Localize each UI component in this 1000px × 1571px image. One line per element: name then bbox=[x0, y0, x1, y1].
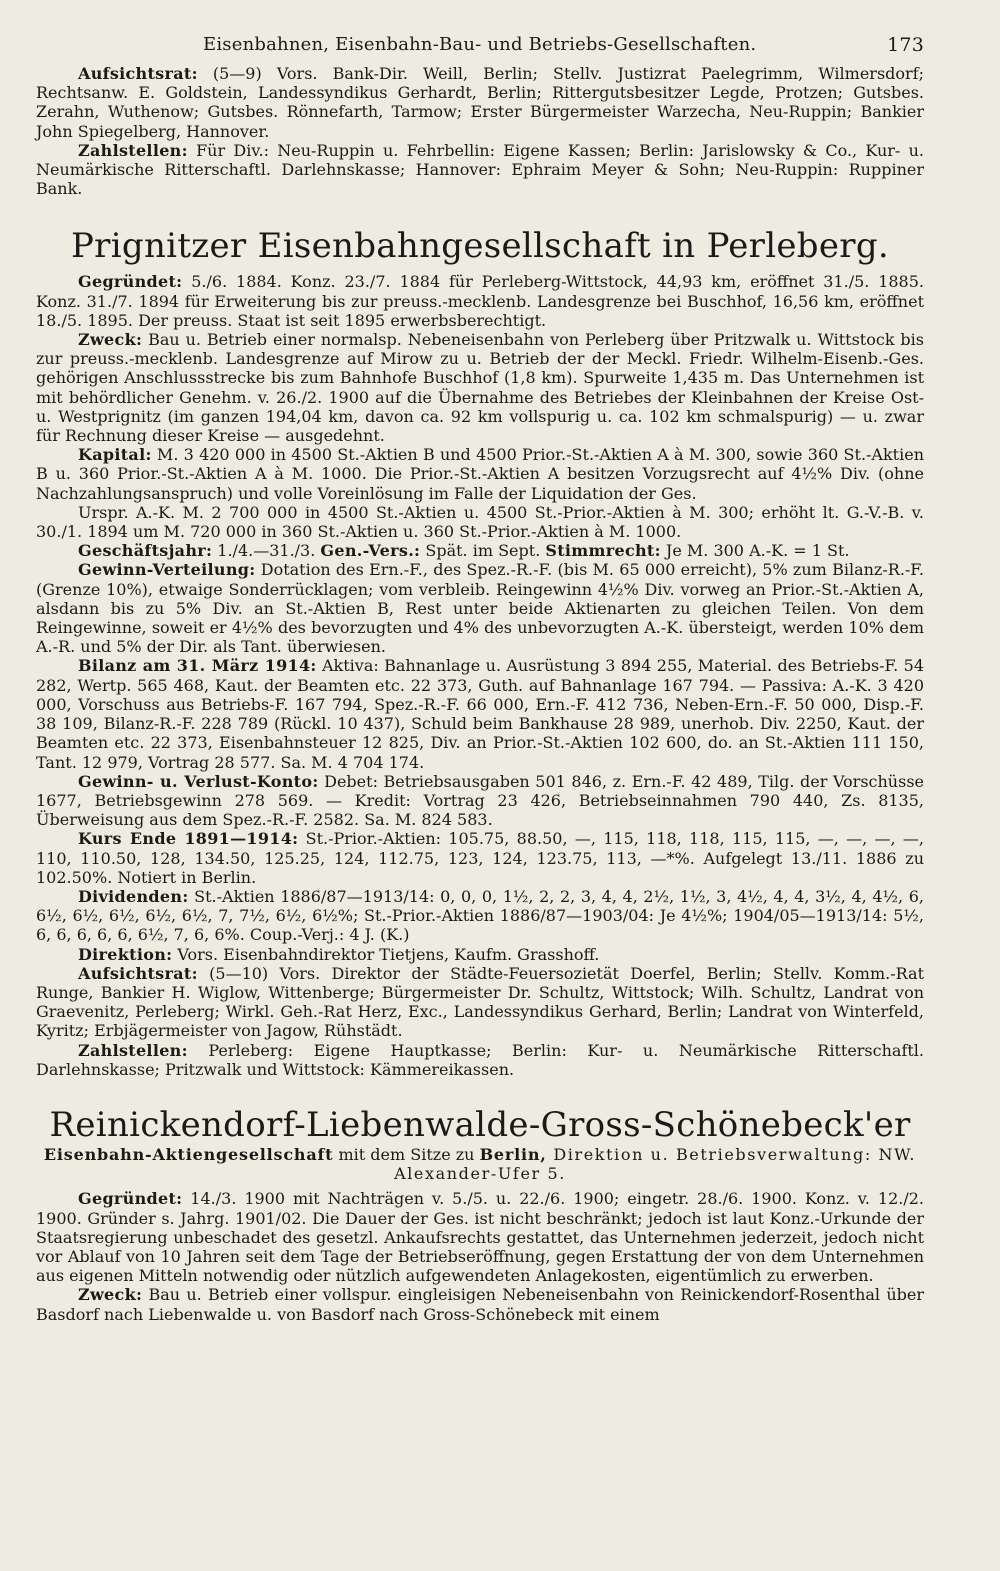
paragraph-gegruendet-2 bbox=[36, 1189, 924, 1285]
paragraph-zweck bbox=[36, 330, 924, 445]
paragraph-label: Kurs Ende 1891—1914: bbox=[78, 829, 299, 849]
subtitle-mid: mit dem Sitze zu bbox=[333, 1144, 480, 1164]
paragraph-label: Aufsichtsrat: bbox=[78, 64, 198, 83]
paragraph-geschaeftsjahr bbox=[36, 541, 924, 560]
paragraph-label: Zweck: bbox=[78, 330, 143, 350]
paragraph-label: Bilanz am 31. März 1914: bbox=[78, 656, 317, 676]
paragraph-text: (5—10) Vors. Direktor der Städte-Feuersozietät Doerfel, Berlin; Stellv. Komm.-Rat Runge, Bankier H. Wiglow, Wittenberge; Bürgermeister Dr. Schultz, Wittstock; Wilh. Schultz, Landrat von Graevenitz, Perleberg; Wirkl. Geh.-Rat Herz, Exc., Landessyndikus Gerhard, Berlin; Landrat von Winterfeld, Kyritz; Erbjägermeister von Jagow, Rühstädt. bbox=[36, 963, 924, 1041]
paragraph-text: Spät. im Sept. bbox=[420, 541, 546, 561]
paragraph-text: Für Div.: Neu-Ruppin u. Fehrbellin: Eigene Kassen; Berlin: Jarislowsky & Co., Kur- u. Neumärkische Ritterschaftl. Darlehnskasse; Hannover: Ephraim Meyer & Sohn; Neu-Ruppin: Ruppiner Bank. bbox=[36, 140, 924, 199]
paragraph-zahlstellen bbox=[36, 1041, 924, 1079]
paragraph-label: Zahlstellen: bbox=[78, 1040, 188, 1060]
subtitle-rest: Direktion u. Betriebsverwaltung: NW. Alexander-Ufer 5. bbox=[394, 1144, 917, 1184]
paragraph-label: Gewinn- u. Verlust-Konto: bbox=[78, 771, 319, 791]
paragraph-gewinn-verteilung bbox=[36, 560, 924, 656]
paragraph-label-genvers: Gen.-Vers.: bbox=[320, 541, 421, 561]
paragraph-label-stimmrecht: Stimmrecht: bbox=[545, 541, 661, 561]
paragraph-label: Kapital: bbox=[78, 445, 152, 465]
paragraph-text: Vors. Eisenbahndirektor Tietjens, Kaufm. Grasshoff. bbox=[172, 944, 600, 964]
paragraph-label: Gewinn-Verteilung: bbox=[78, 560, 256, 580]
paragraph-kapital bbox=[36, 445, 924, 503]
paragraph-gegruendet bbox=[36, 272, 924, 330]
paragraph-label: Gegründet: bbox=[78, 272, 183, 292]
paragraph-label: Aufsichtsrat: bbox=[78, 963, 198, 983]
subtitle-city: Berlin, bbox=[479, 1144, 547, 1164]
section-subtitle bbox=[36, 1145, 924, 1183]
paragraph-text: M. 3 420 000 in 4500 St.-Aktien B und 4500 Prior.-St.-Aktien A à M. 300, sowie 360 St.-Aktien B u. 360 Prior.-St.-Aktien A à M. 1000. Die Prior.-St.-Aktien A besitzen Vorzugsrecht auf 4½% Div. (ohne Nachzahlungsanspruch) und volle Voreinlösung im Falle der Liquidation der Ges. bbox=[36, 445, 924, 503]
running-title: Eisenbahnen, Eisenbahn-Bau- und Betriebs-Gesellschaften. bbox=[203, 34, 757, 55]
paragraph-label: Direktion: bbox=[78, 944, 173, 964]
paragraph-dividenden bbox=[36, 887, 924, 945]
section-title-reinickendorf: Reinickendorf-Liebenwalde-Gross-Schönebeck'er bbox=[49, 1104, 911, 1145]
paragraph-text: Aktiva: Bahnanlage u. Ausrüstung 3 894 255, Material. des Betriebs-F. 54 282, Wertp. 565 468, Kaut. der Beamten etc. 22 373, Guth. auf Bahnanlage 167 794. — Passiva: A.-K. 3 420 000, Vorschuss aus Betriebs-F. 167 794, Spez.-R.-F. 66 000, Ern.-F. 412 736, Neben-Ern.-F. 50 000, Disp.-F. 38 109, Bilanz-R.-F. 228 789 (Rückl. 10 437), Schuld beim Bankhause 28 989, unerhob. Div. 2250, Kaut. der Beamten etc. 22 373, Eisenbahnsteuer 12 825, Div. an Prior.-St.-Aktien 102 600, do. an St.-Aktien 111 150, Tant. 12 979, Vortrag 28 577. Sa. M. 4 704 174. bbox=[36, 656, 924, 772]
paragraph-text: Urspr. A.-K. M. 2 700 000 in 4500 St.-Aktien u. 4500 St.-Prior.-Aktien à M. 300; erhöht lt. G.-V.-B. v. 30./1. 1894 um M. 720 000 in 360 St.-Aktien u. 360 St.-Prior.-Aktien à M. 1000. bbox=[36, 502, 924, 542]
paragraph-text: 5./6. 1884. Konz. 23./7. 1884 für Perleberg-Wittstock, 44,93 km, eröffnet 31./5. 1885. Konz. 31./7. 1894 für Erweiterung bis zur preuss.-mecklenb. Landesgrenze bei Buschhof, 16,56 km, eröffnet 18./5. 1895. Der preuss. Staat ist seit 1895 erwerbsberechtigt. bbox=[36, 272, 924, 330]
paragraph-urspr-ak bbox=[36, 503, 924, 541]
paragraph-aufsichtsrat bbox=[36, 964, 924, 1041]
paragraph-aufsichtsrat-top bbox=[36, 64, 924, 141]
paragraph-label: Gegründet: bbox=[78, 1189, 183, 1209]
paragraph-label: Zahlstellen: bbox=[78, 140, 188, 160]
paragraph-text: St.-Prior.-Aktien: 105.75, 88.50, —, 115, 118, 118, 115, 115, —, —, —, —, 110, 110.50, 128, 134.50, 125.25, 124, 112.75, 123, 124, 123.75, 113, —*%. Aufgelegt 13./11. 1886 zu 102.50%. Notiert in Berlin. bbox=[36, 829, 924, 887]
paragraph-label: Dividenden: bbox=[78, 886, 189, 906]
paragraph-zweck-2 bbox=[36, 1285, 924, 1323]
paragraph-text: Bau u. Betrieb einer normalsp. Nebeneisenbahn von Perleberg über Pritzwalk u. Wittstock bis zur preuss.-mecklenb. Landesgrenze auf Mirow zu u. Betrieb der der Meckl. Friedr. Wilhelm-Eisenb.-Ges. gehörigen Anschlussstrecke bis zum Bahnhofe Buschhof (1,8 km). Spurweite 1,435 m. Das Unternehmen ist mit behördlicher Genehm. v. 26./2. 1900 auf die Übernahme des Betriebes der Kleinbahnen der Kreise Ost- u. Westprignitz (im ganzen 194,04 km, davon ca. 92 km vollspurig u. ca. 102 km schmalspurig) — u. zwar für Rechnung dieser Kreise — ausgedehnt. bbox=[36, 330, 924, 446]
paragraph-text: 1./4.—31./3. bbox=[212, 541, 321, 561]
paragraph-text: Perleberg: Eigene Hauptkasse; Berlin: Kur- u. Neumärkische Ritterschaftl. Darlehnskasse; Pritzwalk und Wittstock: Kämmereikassen. bbox=[36, 1040, 924, 1079]
paragraph-text: St.-Aktien 1886/87—1913/14: 0, 0, 0, 1½, 2, 2, 3, 4, 4, 2½, 1½, 3, 4½, 4, 4, 3½, 4, 4½, 6, 6½, 6½, 6½, 6½, 6½, 7, 7½, 6½, 6½%; St.-Prior.-Aktien 1886/87—1903/04: Je 4½%; 1904/05—1913/14: 5½, 6, 6, 6, 6, 6, 6½, 7, 6, 6%. Coup.-Verj.: 4 J. (K.) bbox=[36, 886, 924, 945]
paragraph-gewinn-verlust-konto bbox=[36, 772, 924, 830]
paragraph-text: 14./3. 1900 mit Nachträgen v. 5./5. u. 22./6. 1900; eingetr. 28./6. 1900. Konz. v. 12./2. 1900. Gründer s. Jahrg. 1901/02. Die Dauer der Ges. ist nicht beschränkt; jedoch ist laut Konz.-Urkunde der Staatsregierung unbeschadet des gesetzl. Ankaufsrechts gestattet, das Unternehmen jederzeit, jedoch nicht vor Ablauf von 10 Jahren seit dem Tage der Betriebseröffnung, gegen Erstattung der von dem Unternehmen aus eigenen Mitteln notwendig oder nützlich aufgewendeten Anlagekosten, eigentümlich zu erwerben. bbox=[36, 1189, 924, 1286]
section-title-prignitzer: Prignitzer Eisenbahngesellschaft in Perleberg. bbox=[70, 226, 889, 267]
paragraph-text: Dotation des Ern.-F., des Spez.-R.-F. (bis M. 65 000 erreicht), 5% zum Bilanz-R.-F. (Grenze 10%), etwaige Sonderrücklagen; vom verbleib. Reingewinn 4½% Div. vorweg an Prior.-St.-Aktien A, alsdann bis zu 5% Div. an St.-Aktien B, Rest unter beide Aktienarten zu gleichen Teilen. Von dem Reingewinne, soweit er 4½% des bevorzugten und 4% des unbevorzugten A.-K. übersteigt, werden 10% dem A.-R. und 5% der Dir. als Tant. überwiesen. bbox=[36, 560, 924, 657]
paragraph-kurs bbox=[36, 829, 924, 887]
paragraph-zahlstellen-top bbox=[36, 141, 924, 199]
subtitle-company: Eisenbahn-Aktiengesellschaft bbox=[43, 1144, 334, 1164]
running-header bbox=[36, 30, 924, 64]
paragraph-label: Zweck: bbox=[78, 1285, 143, 1305]
paragraph-label: Geschäftsjahr: bbox=[78, 541, 213, 561]
paragraph-text: (5—9) Vors. Bank-Dir. Weill, Berlin; Stellv. Justizrat Paelegrimm, Wilmersdorf; Rechtsanw. E. Goldstein, Landessyndikus Gerhardt, Berlin; Rittergutsbesitzer Legde, Protzen; Gutsbes. Zerahn, Wuthenow; Gutsbes. Rönnefarth, Tarmow; Erster Bürgermeister Warzecha, Neu-Ruppin; Bankier John Spiegelberg, Hannover. bbox=[36, 64, 924, 141]
paragraph-bilanz bbox=[36, 656, 924, 771]
paragraph-text: Bau u. Betrieb einer vollspur. eingleisigen Nebeneisenbahn von Reinickendorf-Rosenthal über Basdorf nach Liebenwalde u. von Basdorf nach Gross-Schönebeck mit einem bbox=[36, 1285, 924, 1324]
paragraph-direktion bbox=[36, 945, 924, 964]
page-number: 173 bbox=[887, 34, 924, 56]
paragraph-text: Debet: Betriebsausgaben 501 846, z. Ern.-F. 42 489, Tilg. der Vorschüsse 1677, Betriebsgewinn 278 569. — Kredit: Vortrag 23 426, Betriebseinnahmen 790 440, Zs. 8135, Überweisung aus dem Spez.-R.-F. 2582. Sa. M. 824 583. bbox=[36, 771, 925, 830]
paragraph-text: Je M. 300 A.-K. = 1 St. bbox=[660, 541, 850, 561]
